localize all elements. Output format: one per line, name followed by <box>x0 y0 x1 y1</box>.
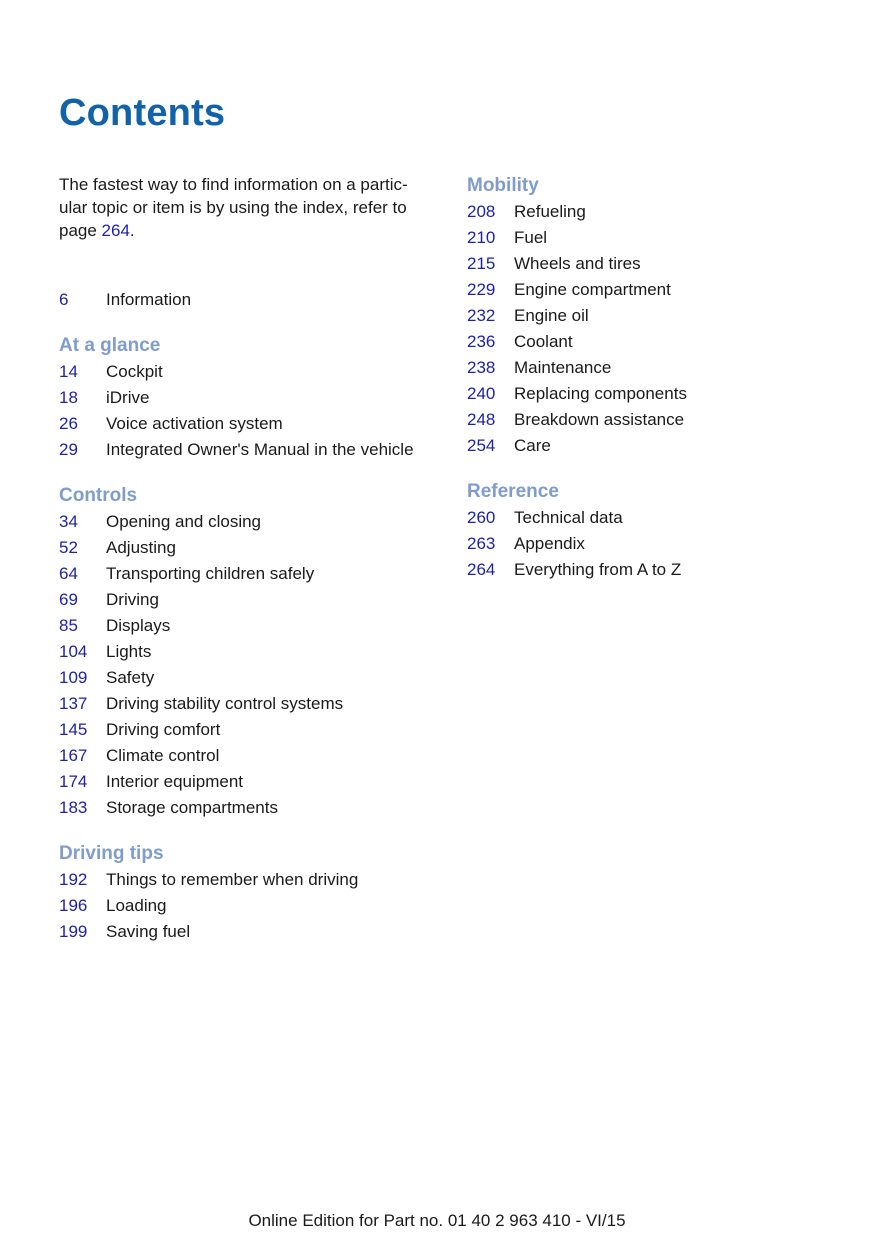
toc-page-number[interactable]: 240 <box>467 384 496 403</box>
toc-page-number[interactable]: 145 <box>59 720 88 739</box>
left-sections <box>59 333 449 945</box>
section-title: Driving tips <box>59 843 164 864</box>
toc-entry-label[interactable]: Information <box>106 290 192 309</box>
toc-entry-label[interactable]: Technical data <box>514 508 623 527</box>
toc-entry-label[interactable]: Saving fuel <box>106 922 191 941</box>
toc-entry-label[interactable]: Loading <box>106 896 167 915</box>
intro-period: . <box>129 221 135 240</box>
toc-entry-label[interactable]: iDrive <box>106 388 150 407</box>
toc-entry-label[interactable]: Opening and closing <box>106 512 262 531</box>
toc-page-number[interactable]: 208 <box>467 202 496 221</box>
toc-page-number[interactable]: 183 <box>59 798 88 817</box>
toc-entry[interactable] <box>467 531 857 557</box>
toc-page-number[interactable]: 254 <box>467 436 496 455</box>
toc-entry-label[interactable]: Appendix <box>514 534 585 553</box>
toc-entry[interactable] <box>59 743 449 769</box>
toc-entry[interactable] <box>59 919 449 945</box>
toc-entry-label[interactable]: Things to remember when driving <box>106 870 359 889</box>
toc-page-number[interactable]: 215 <box>467 254 496 273</box>
toc-entry-label[interactable]: Cockpit <box>106 362 163 381</box>
toc-entry[interactable] <box>59 509 449 535</box>
toc-entry-label[interactable]: Coolant <box>514 332 573 351</box>
toc-entry-label[interactable]: Breakdown assistance <box>514 410 685 429</box>
toc-entry-label[interactable]: Safety <box>106 668 155 687</box>
toc-entry-label[interactable]: Storage compartments <box>106 798 278 817</box>
toc-section <box>467 479 857 583</box>
toc-entry[interactable] <box>59 639 449 665</box>
toc-entry[interactable] <box>59 561 449 587</box>
toc-entry[interactable] <box>59 867 449 893</box>
toc-page-number[interactable]: 26 <box>59 414 78 433</box>
toc-entry[interactable] <box>59 717 449 743</box>
intro-line-1: The fastest way to find information on a partic- <box>59 175 408 194</box>
toc-entry-label[interactable]: Driving stability control systems <box>106 694 344 713</box>
toc-entry-label[interactable]: Care <box>514 436 551 455</box>
index-page-link[interactable]: 264 <box>101 221 130 240</box>
toc-entry-label[interactable]: Driving comfort <box>106 720 221 739</box>
toc-page-number[interactable]: 64 <box>59 564 78 583</box>
toc-page-number[interactable]: 210 <box>467 228 496 247</box>
toc-section <box>59 333 449 463</box>
toc-page-number[interactable]: 248 <box>467 410 496 429</box>
toc-entry[interactable] <box>59 613 449 639</box>
page-title: Contents <box>59 92 226 134</box>
left-column <box>59 173 449 945</box>
toc-page-number[interactable]: 174 <box>59 772 88 791</box>
toc-entry[interactable] <box>467 199 857 225</box>
toc-entry-label[interactable]: Everything from A to Z <box>514 560 682 579</box>
section-title: Mobility <box>467 175 539 196</box>
toc-entry[interactable] <box>59 385 449 411</box>
toc-entry[interactable] <box>467 277 857 303</box>
toc-entry[interactable] <box>59 411 449 437</box>
toc-entry-label[interactable]: Lights <box>106 642 152 661</box>
toc-entry[interactable] <box>59 535 449 561</box>
toc-section <box>467 173 857 459</box>
toc-page-number[interactable]: 69 <box>59 590 78 609</box>
toc-page-number[interactable]: 236 <box>467 332 496 351</box>
toc-entry[interactable] <box>467 557 857 583</box>
toc-entry[interactable] <box>59 665 449 691</box>
toc-page-number[interactable]: 232 <box>467 306 496 325</box>
toc-page-number[interactable]: 199 <box>59 922 88 941</box>
intro-line-3: page <box>59 221 102 240</box>
toc-page-number[interactable]: 192 <box>59 870 88 889</box>
toc-page-number[interactable]: 29 <box>59 440 78 459</box>
section-title: At a glance <box>59 335 161 356</box>
toc-entry[interactable] <box>467 381 857 407</box>
section-title: Controls <box>59 485 138 506</box>
toc-entry[interactable] <box>467 329 857 355</box>
toc-page-number[interactable]: 264 <box>467 560 496 579</box>
toc-entry-label[interactable]: Voice activation system <box>106 414 283 433</box>
toc-entry-label[interactable]: Engine oil <box>514 306 589 325</box>
right-column <box>467 173 857 583</box>
toc-entry-information[interactable] <box>59 287 449 313</box>
toc-page-number[interactable]: 196 <box>59 896 88 915</box>
toc-page-number[interactable]: 18 <box>59 388 78 407</box>
toc-entry-label[interactable]: Fuel <box>514 228 548 247</box>
toc-page-number[interactable]: 6 <box>59 290 69 309</box>
toc-page-number[interactable]: 137 <box>59 694 88 713</box>
toc-page-number[interactable]: 260 <box>467 508 496 527</box>
toc-entry-label[interactable]: Wheels and tires <box>514 254 641 273</box>
toc-page-number[interactable]: 34 <box>59 512 78 531</box>
toc-entry[interactable] <box>467 433 857 459</box>
toc-page-number[interactable]: 109 <box>59 668 88 687</box>
toc-entry-label[interactable]: Refueling <box>514 202 586 221</box>
right-sections <box>467 173 857 583</box>
toc-page-number[interactable]: 167 <box>59 746 88 765</box>
toc-entry[interactable] <box>59 359 449 385</box>
toc-entry-label[interactable]: Transporting children safely <box>106 564 315 583</box>
toc-entry-label[interactable]: Interior equipment <box>106 772 244 791</box>
toc-entry[interactable] <box>467 505 857 531</box>
toc-page-number[interactable]: 263 <box>467 534 496 553</box>
toc-entry[interactable] <box>467 407 857 433</box>
toc-entry[interactable] <box>467 225 857 251</box>
section-title: Reference <box>467 481 559 502</box>
toc-page-number[interactable]: 229 <box>467 280 496 299</box>
toc-entry-label[interactable]: Maintenance <box>514 358 612 377</box>
toc-page-number[interactable]: 85 <box>59 616 78 635</box>
toc-entry[interactable] <box>59 437 449 463</box>
intro-paragraph <box>59 173 437 242</box>
toc-entry[interactable] <box>59 795 449 821</box>
toc-entry[interactable] <box>467 303 857 329</box>
toc-page-number[interactable]: 104 <box>59 642 88 661</box>
toc-section <box>59 483 449 821</box>
toc-page-number[interactable]: 238 <box>467 358 496 377</box>
footer-edition-note: Online Edition for Part no. 01 40 2 963 410 - VI/15 <box>248 1211 626 1230</box>
toc-entry-label[interactable]: Integrated Owner's Manual in the vehicle <box>106 440 414 459</box>
toc-entry-label[interactable]: Engine compartment <box>514 280 671 299</box>
intro-line-2: ular topic or item is by using the index, refer to <box>59 198 407 217</box>
toc-entry-label[interactable]: Adjusting <box>106 538 176 557</box>
toc-entry[interactable] <box>59 691 449 717</box>
toc-page-number[interactable]: 52 <box>59 538 78 557</box>
toc-page-number[interactable]: 14 <box>59 362 78 381</box>
toc-entry-label[interactable]: Climate control <box>106 746 220 765</box>
toc-entry-label[interactable]: Displays <box>106 616 171 635</box>
toc-section <box>59 841 449 945</box>
toc-entry[interactable] <box>467 355 857 381</box>
toc-entry[interactable] <box>59 769 449 795</box>
toc-entry[interactable] <box>59 893 449 919</box>
toc-entry-label[interactable]: Replacing components <box>514 384 687 403</box>
toc-entry[interactable] <box>467 251 857 277</box>
toc-entry[interactable] <box>59 587 449 613</box>
toc-entry-label[interactable]: Driving <box>106 590 159 609</box>
